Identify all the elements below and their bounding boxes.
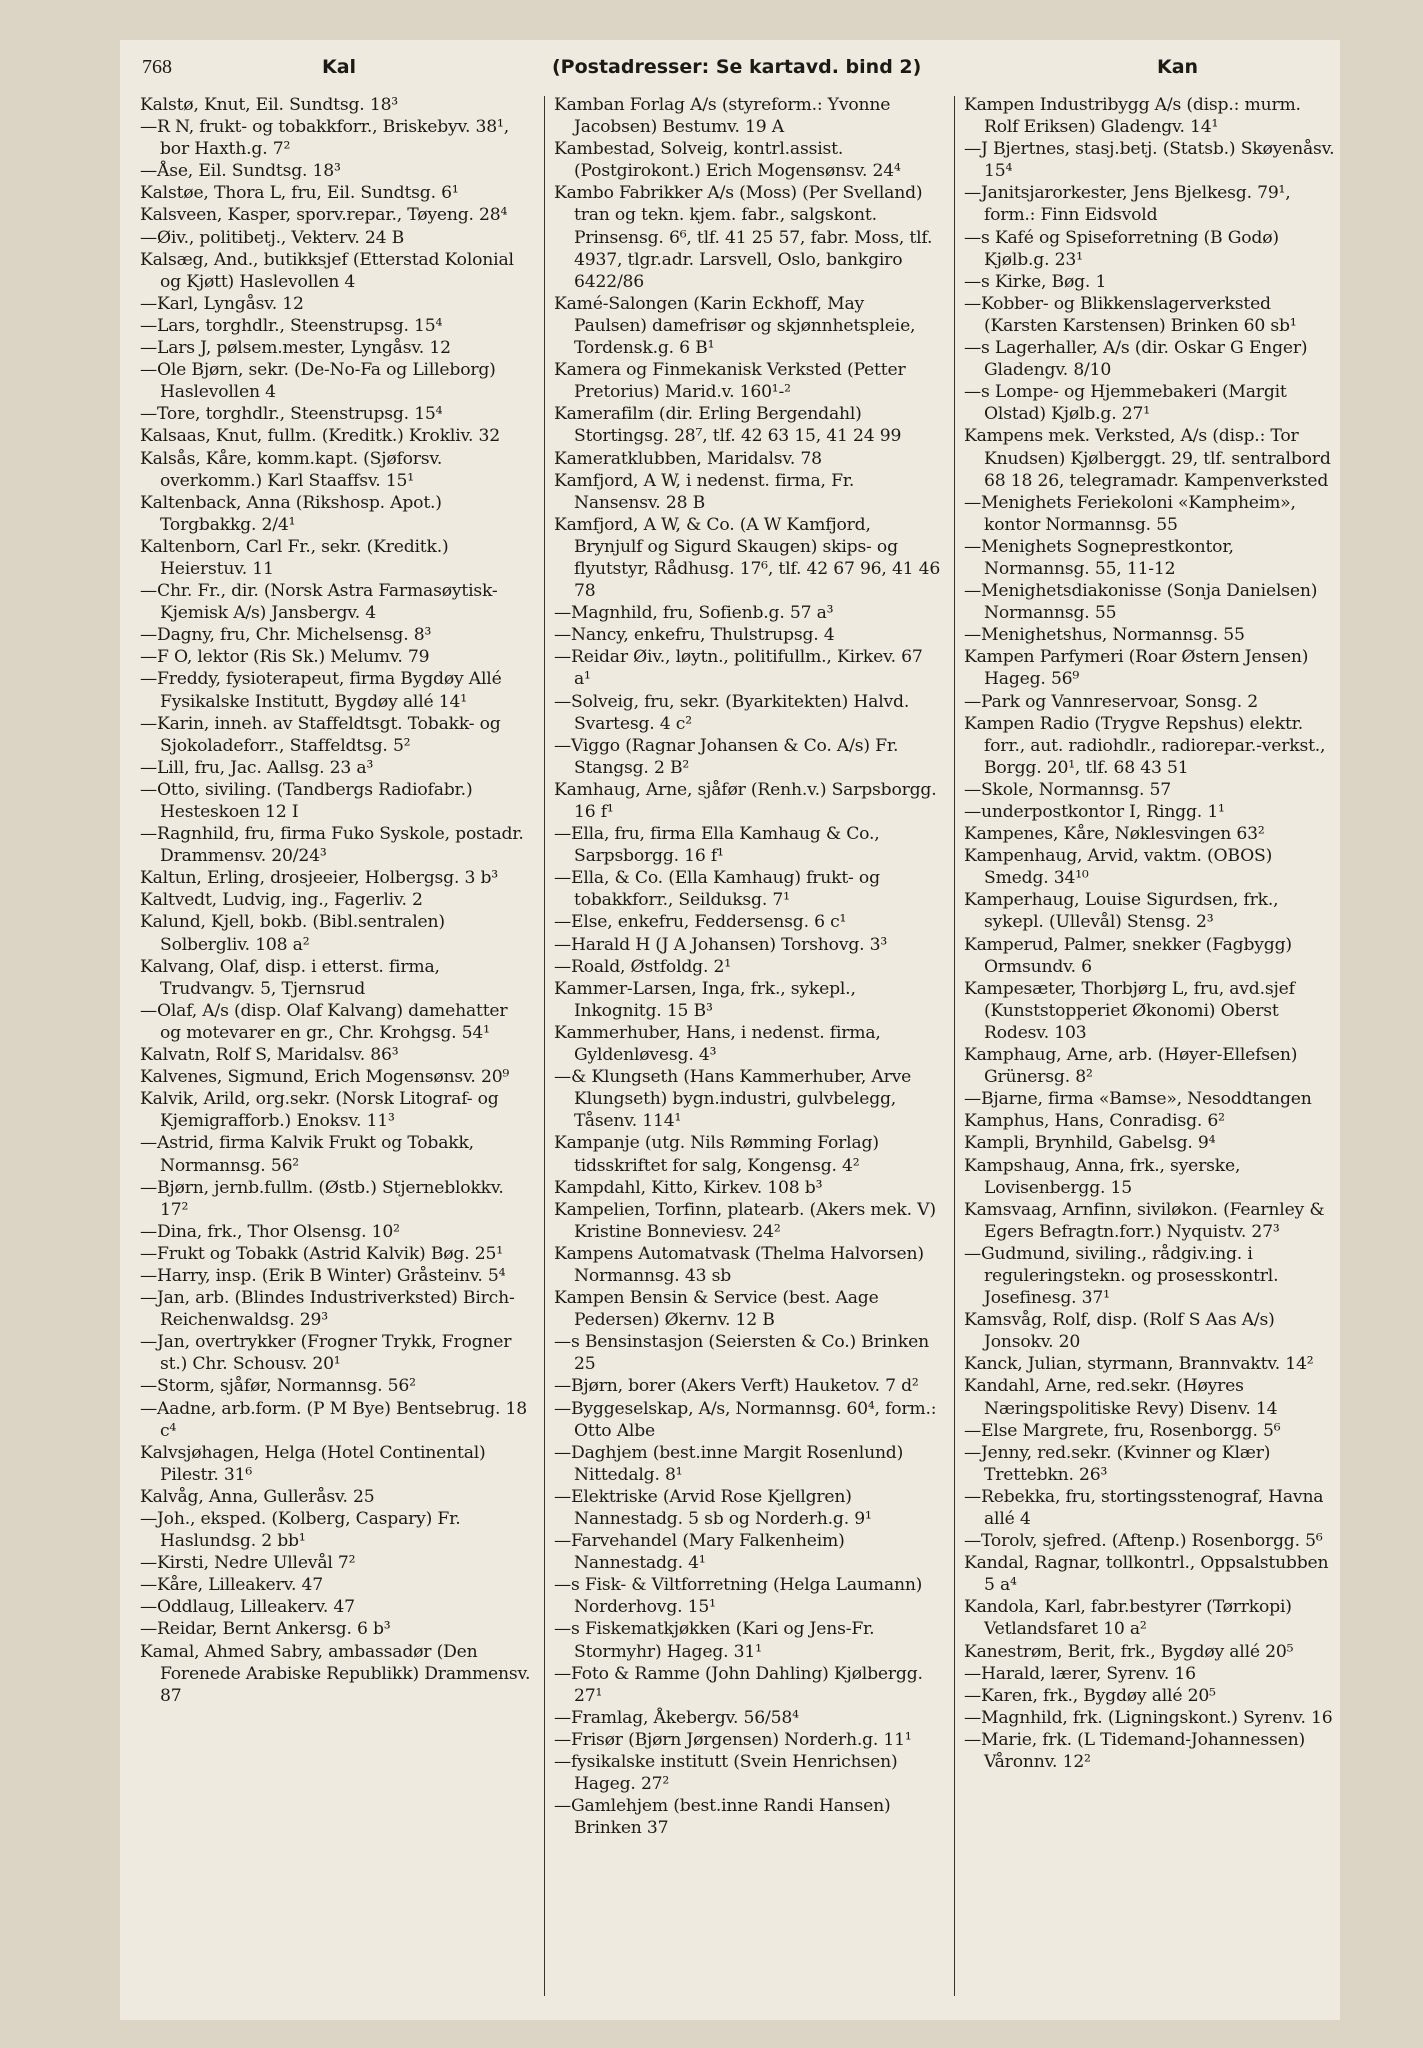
right-keyword: Kan (1157, 56, 1199, 78)
directory-entry: Kamhaug, Arne, sjåfør (Renh.v.) Sarpsborgg. 16 f¹ (554, 779, 937, 822)
directory-entry: —Frukt og Tobakk (Astrid Kalvik) Bøg. 25¹ (140, 1243, 503, 1264)
directory-entry: —Åse, Eil. Sundtsg. 18³ (140, 161, 341, 182)
directory-entry: —Harald H (J A Johansen) Torshovg. 3³ (554, 934, 888, 955)
directory-entry: Kambestad, Solveig, kontrl.assist. (Postgirokont.) Erich Mogensønsv. 24⁴ (554, 139, 901, 182)
column-1 (140, 94, 532, 2012)
directory-entry: —Otto, siviling. (Tandbergs Radiofabr.) Hesteskoen 12 I (140, 779, 473, 822)
directory-entry: Kandahl, Arne, red.sekr. (Høyres Næringspolitiske Revy) Disenv. 14 (964, 1376, 1278, 1419)
directory-entry: Kalstø, Knut, Eil. Sundtsg. 18³ (140, 95, 398, 115)
directory-entry: —F O, lektor (Ris Sk.) Melumv. 79 (140, 647, 430, 668)
directory-entry: —Storm, sjåfør, Normannsg. 56² (140, 1376, 416, 1397)
directory-entry: —Kirsti, Nedre Ullevål 7² (140, 1553, 356, 1574)
directory-entry: Kaltun, Erling, drosjeeier, Holbergsg. 3 b³ (140, 868, 498, 889)
directory-entry: Kamal, Ahmed Sabry, ambassadør (Den Forenede Arabiske Republikk) Drammensv. 87 (140, 1641, 531, 1706)
directory-entry: Kameratklubben, Maridalsv. 78 (554, 448, 822, 469)
directory-entry: Kanck, Julian, styrmann, Brannvaktv. 14² (964, 1354, 1314, 1375)
directory-entry: —Kåre, Lilleakerv. 47 (140, 1575, 323, 1596)
directory-entry: —Jenny, red.sekr. (Kvinner og Klær) Trettebkn. 26³ (964, 1442, 1271, 1485)
directory-entry: —Gamlehjem (best.inne Randi Hansen) Brinken 37 (554, 1796, 891, 1839)
directory-entry: Kamperud, Palmer, snekker (Fagbygg) Ormsundv. 6 (964, 934, 1292, 977)
directory-entry: —Harry, insp. (Erik B Winter) Gråsteinv. 5⁴ (140, 1265, 506, 1286)
directory-entry: —Rebekka, fru, stortingsstenograf, Havna allé 4 (964, 1486, 1324, 1529)
directory-entry: —Elektriske (Arvid Rose Kjellgren) Nannestadg. 5 sb og Norderh.g. 9¹ (554, 1486, 872, 1529)
directory-entry: —Torolv, sjefred. (Aftenp.) Rosenborgg. 5⁶ (964, 1531, 1323, 1552)
directory-entry: —Else Margrete, fru, Rosenborgg. 5⁶ (964, 1420, 1281, 1441)
directory-entry: Kalsæg, And., butikksjef (Etterstad Kolonial og Kjøtt) Haslevollen 4 (140, 249, 514, 292)
directory-entry: —Lill, fru, Jac. Aallsg. 23 a³ (140, 757, 374, 778)
directory-entry: Kampenhaug, Arvid, vaktm. (OBOS) Smedg. 34¹⁰ (964, 846, 1273, 889)
directory-entry: Kammer-Larsen, Inga, frk., sykepl., Inkognitg. 15 B³ (554, 978, 856, 1021)
directory-entry: Kanestrøm, Berit, frk., Bygdøy allé 20⁵ (964, 1641, 1294, 1662)
page-header (142, 50, 1312, 90)
directory-entry: Kaltvedt, Ludvig, ing., Fagerliv. 2 (140, 890, 423, 911)
directory-entry: —Gudmund, siviling., rådgiv.ing. i reguleringstekn. og prosesskontrl. Josefinesg. 37¹ (964, 1243, 1279, 1309)
directory-entry: Kalvåg, Anna, Gulleråsv. 25 (140, 1486, 375, 1507)
directory-entry: —Ella, & Co. (Ella Kamhaug) frukt- og tobakkforr., Seilduksg. 7¹ (554, 868, 880, 911)
directory-entry: —Bjarne, firma «Bamse», Nesoddtangen (964, 1089, 1312, 1110)
directory-entry: —Menighetshus, Normannsg. 55 (964, 625, 1245, 646)
directory-entry: Kammerhuber, Hans, i nedenst. firma, Gyldenløvesg. 4³ (554, 1022, 881, 1066)
directory-entry: Kalsveen, Kasper, sporv.repar., Tøyeng. 28⁴ (140, 205, 508, 226)
directory-entry: Kaltenborn, Carl Fr., sekr. (Kreditk.) Heierstuv. 11 (140, 536, 449, 579)
directory-entry: —Joh., eksped. (Kolberg, Caspary) Fr. Haslundsg. 2 bb¹ (140, 1509, 461, 1552)
directory-entry: —Reidar, Bernt Ankersg. 6 b³ (140, 1619, 391, 1640)
column-divider (954, 96, 955, 1996)
directory-entry: —Park og Vannreservoar, Sonsg. 2 (964, 691, 1258, 712)
directory-entry: —Harald, lærer, Syrenv. 16 (964, 1663, 1196, 1684)
directory-entry: —Menighets Sogneprestkontor, Normannsg. 55, 11-12 (964, 536, 1234, 579)
directory-entry: —& Klungseth (Hans Kammerhuber, Arve Klungseth) bygn.industri, gulvbelegg, Tåsenv. 114¹ (554, 1067, 912, 1132)
directory-entry: —Janitsjarorkester, Jens Bjelkesg. 79¹, form.: Finn Eidsvold (964, 183, 1291, 226)
directory-entry: Kamsvaag, Arnfinn, siviløkon. (Fearnley & Egers Befragtn.forr.) Nyquistv. 27³ (964, 1199, 1325, 1242)
directory-entry: Kamperhaug, Louise Sigurdsen, frk., sykepl. (Ullevål) Stensg. 2³ (964, 890, 1279, 933)
directory-entry: —J Bjertnes, stasj.betj. (Statsb.) Skøyenåsv. 15⁴ (964, 139, 1335, 182)
directory-entry: —Bjørn, borer (Akers Verft) Hauketov. 7 d² (554, 1376, 919, 1397)
column-2 (554, 94, 942, 2012)
directory-entry: Kampen Bensin & Service (best. Aage Pedersen) Økernv. 12 B (554, 1288, 879, 1331)
directory-entry: Kalstøe, Thora L, fru, Eil. Sundtsg. 6¹ (140, 183, 459, 204)
column-3 (964, 94, 1336, 2012)
directory-entry: —underpostkontor I, Ringg. 1¹ (964, 802, 1225, 822)
directory-entry: —Ragnhild, fru, firma Fuko Syskole, postadr. Drammensv. 20/24³ (140, 824, 524, 867)
directory-entry: —Else, enkefru, Feddersensg. 6 c¹ (554, 912, 847, 933)
directory-entry: —s Bensinstasjon (Seiersten & Co.) Brinken 25 (554, 1332, 929, 1375)
directory-entry: Kambo Fabrikker A/s (Moss) (Per Svelland) tran og tekn. kjem. fabr., salgskont. Prinsensg. 6⁶, tlf. 41 25 57, fabr. Moss, tlf. 4937, tlgr.adr. Larsvell, Oslo, bankgiro 6422/86 (554, 183, 933, 292)
directory-entry: —Jan, arb. (Blindes Industriverksted) Birch-Reichenwaldsg. 29³ (140, 1288, 515, 1331)
directory-entry: —Tore, torghdlr., Steenstrupsg. 15⁴ (140, 404, 443, 425)
directory-entry: —Ole Bjørn, sekr. (De-No-Fa og Lilleborg) Haslevollen 4 (140, 360, 496, 403)
directory-entry: Kalund, Kjell, bokb. (Bibl.sentralen) Solbergliv. 108 a² (140, 912, 445, 955)
directory-entry: Kampens mek. Verksted, A/s (disp.: Tor Knudsen) Kjølberggt. 29, tlf. sentralbord 68 18 26, telegramadr. Kampenverksted (964, 426, 1331, 491)
directory-entry: —Jan, overtrykker (Frogner Trykk, Frogner st.) Chr. Schousv. 20¹ (140, 1332, 512, 1375)
directory-entry: Kampens Automatvask (Thelma Halvorsen) Normannsg. 43 sb (554, 1243, 924, 1286)
directory-entry: Kampdahl, Kitto, Kirkev. 108 b³ (554, 1177, 823, 1198)
directory-entry: —Aadne, arb.form. (P M Bye) Bentsebrug. 18 c⁴ (140, 1398, 528, 1441)
directory-entry: Kampesæter, Thorbjørg L, fru, avd.sjef (Kunststopperiet Økonomi) Oberst Rodesv. 103 (964, 978, 1295, 1043)
directory-entry: —Bjørn, jernb.fullm. (Østb.) Stjerneblokkv. 17² (140, 1177, 504, 1220)
directory-entry: —Byggeselskap, A/s, Normannsg. 60⁴, form.: Otto Albe (554, 1398, 937, 1441)
directory-entry: Kampshaug, Anna, frk., syerske, Lovisenbergg. 15 (964, 1155, 1241, 1198)
directory-entry: Kamerafilm (dir. Erling Bergendahl) Stortingsg. 28⁷, tlf. 42 63 15, 41 24 99 (554, 404, 902, 447)
directory-entry: Kamé-Salongen (Karin Eckhoff, May Paulsen) damefrisør og skjønnhetspleie, Tordensk.g. 6 B¹ (554, 293, 916, 359)
directory-entry: —Solveig, fru, sekr. (Byarkitekten) Halvd. Svartesg. 4 c² (554, 691, 910, 734)
directory-entry: —Astrid, firma Kalvik Frukt og Tobakk, Normannsg. 56² (140, 1133, 474, 1176)
directory-entry: Kampen Parfymeri (Roar Østern Jensen) Hageg. 56⁹ (964, 647, 1309, 690)
directory-entry: —Oddlaug, Lilleakerv. 47 (140, 1597, 355, 1618)
directory-entry: —fysikalske institutt (Svein Henrichsen) Hageg. 27² (554, 1752, 898, 1795)
directory-entry: —Chr. Fr., dir. (Norsk Astra Farmasøytisk-Kjemisk A/s) Jansbergv. 4 (140, 581, 498, 624)
directory-entry: —Kobber- og Blikkenslagerverksted (Karsten Karstensen) Brinken 60 sb¹ (964, 293, 1297, 336)
directory-entry: —Reidar Øiv., løytn., politifullm., Kirkev. 67 a¹ (554, 647, 923, 690)
directory-entry: —s Lagerhaller, A/s (dir. Oskar G Enger) Gladengv. 8/10 (964, 338, 1308, 381)
directory-entry: —Øiv., politibetj., Vekterv. 24 B (140, 227, 405, 248)
directory-entry: —Farvehandel (Mary Falkenheim) Nannestadg. 4¹ (554, 1531, 845, 1574)
directory-entry: Kalvenes, Sigmund, Erich Mogensønsv. 20⁹ (140, 1067, 510, 1088)
directory-entry: Kalvsjøhagen, Helga (Hotel Continental) Pilestr. 31⁶ (140, 1442, 486, 1485)
directory-entry: Kandola, Karl, fabr.bestyrer (Tørrkopi) Vetlandsfaret 10 a² (964, 1597, 1292, 1640)
directory-entry: —s Kirke, Bøg. 1 (964, 271, 1107, 292)
directory-entry: Kalsaas, Knut, fullm. (Kreditk.) Krokliv. 32 (140, 426, 500, 447)
directory-entry: Kampli, Brynhild, Gabelsg. 9⁴ (964, 1133, 1216, 1154)
directory-entry: —Roald, Østfoldg. 2¹ (554, 956, 731, 977)
directory-entry: —Frisør (Bjørn Jørgensen) Norderh.g. 11¹ (554, 1729, 912, 1750)
directory-entry: —Freddy, fysioterapeut, firma Bygdøy Allé Fysikalske Institutt, Bygdøy allé 14¹ (140, 669, 502, 712)
directory-entry: Kamphus, Hans, Conradisg. 6² (964, 1111, 1225, 1132)
directory-entry: —Karen, frk., Bygdøy allé 20⁵ (964, 1685, 1216, 1706)
directory-entry: —s Kafé og Spiseforretning (B Godø) Kjølb.g. 23¹ (964, 227, 1279, 270)
directory-entry: Kamera og Finmekanisk Verksted (Petter Pretorius) Marid.v. 160¹-² (554, 360, 906, 403)
directory-entry: —Karl, Lyngåsv. 12 (140, 293, 304, 314)
directory-entry: Kalsås, Kåre, komm.kapt. (Sjøforsv. overkomm.) Karl Staaffsv. 15¹ (140, 448, 443, 491)
directory-entry: —Nancy, enkefru, Thulstrupsg. 4 (554, 625, 835, 646)
directory-entry: —Menighets Feriekoloni «Kampheim», kontor Normannsg. 55 (964, 492, 1296, 535)
directory-entry: —Viggo (Ragnar Johansen & Co. A/s) Fr. Stangsg. 2 B² (554, 735, 899, 778)
directory-entry: —s Lompe- og Hjemmebakeri (Margit Olstad) Kjølb.g. 27¹ (964, 382, 1287, 425)
directory-entry: —Olaf, A/s (disp. Olaf Kalvang) damehatter og motevarer en gr., Chr. Krohgsg. 54¹ (140, 1000, 508, 1043)
directory-entry: Kamphaug, Arne, arb. (Høyer-Ellefsen) Grünersg. 8² (964, 1045, 1298, 1088)
directory-entry: Kamban Forlag A/s (styreform.: Yvonne Jacobsen) Bestumv. 19 A (554, 95, 891, 138)
directory-entry: —Lars, torghdlr., Steenstrupsg. 15⁴ (140, 315, 443, 336)
directory-entry: Kamfjord, A W, i nedenst. firma, Fr. Nansensv. 28 B (554, 470, 855, 513)
directory-entry: Kalvik, Arild, org.sekr. (Norsk Litograf- og Kjemigrafforb.) Enoksv. 11³ (140, 1089, 499, 1132)
directory-entry: Kamfjord, A W, & Co. (A W Kamfjord, Brynjulf og Sigurd Skaugen) skips- og flyutstyr, Rådhusg. 17⁶, tlf. 42 67 96, 41 46 78 (554, 514, 941, 602)
directory-entry: —s Fisk- & Viltforretning (Helga Laumann) Norderhovg. 15¹ (554, 1575, 923, 1618)
directory-entry: Kalvatn, Rolf S, Maridalsv. 86³ (140, 1045, 399, 1066)
directory-entry: —Magnhild, frk. (Ligningskont.) Syrenv. 16 (964, 1707, 1333, 1728)
left-keyword: Kal (322, 56, 357, 78)
page-number: 768 (142, 56, 172, 78)
directory-entry: Kampen Industribygg A/s (disp.: murm. Rolf Eriksen) Gladengv. 14¹ (964, 95, 1301, 138)
directory-entry: —Lars J, pølsem.mester, Lyngåsv. 12 (140, 338, 451, 359)
directory-entry: —Menighetsdiakonisse (Sonja Danielsen) Normannsg. 55 (964, 581, 1318, 624)
directory-entry: —Dagny, fru, Chr. Michelsensg. 8³ (140, 625, 432, 646)
directory-entry: Kalvang, Olaf, disp. i etterst. firma, Trudvangv. 5, Tjernsrud (140, 956, 440, 999)
directory-entry: —Framlag, Åkebergv. 56/58⁴ (554, 1707, 799, 1728)
directory-entry: —Marie, frk. (L Tidemand-Johannessen) Våronnv. 12² (964, 1729, 1305, 1773)
directory-entry: —R N, frukt- og tobakkforr., Briskebyv. 38¹, bor Haxth.g. 7² (140, 117, 509, 160)
directory-entry: Kampanje (utg. Nils Rømming Forlag) tidsskriftet for salg, Kongensg. 4² (554, 1133, 879, 1176)
directory-entry: —Karin, inneh. av Staffeldtsgt. Tobakk- og Sjokoladeforr., Staffeldtsg. 5² (140, 713, 501, 756)
directory-entry: —s Fiskematkjøkken (Kari og Jens-Fr. Stormyhr) Hageg. 31¹ (554, 1619, 875, 1662)
directory-entry: —Magnhild, fru, Sofienb.g. 57 a³ (554, 603, 834, 624)
directory-entry: —Dina, frk., Thor Olsensg. 10² (140, 1221, 400, 1242)
directory-entry: —Daghjem (best.inne Margit Rosenlund) Nittedalg. 8¹ (554, 1442, 904, 1485)
directory-entry: Kaltenback, Anna (Rikshosp. Apot.) Torgbakkg. 2/4¹ (140, 492, 442, 535)
directory-entry: —Ella, fru, firma Ella Kamhaug & Co., Sarpsborgg. 16 f¹ (554, 824, 880, 867)
column-divider (544, 96, 545, 1996)
directory-page (120, 40, 1340, 2020)
directory-entry: Kampenes, Kåre, Nøklesvingen 63² (964, 824, 1265, 845)
header-note: (Postadresser: Se kartavd. bind 2) (552, 56, 922, 78)
directory-entry: Kandal, Ragnar, tollkontrl., Oppsalstubben 5 a⁴ (964, 1553, 1329, 1596)
directory-entry: —Foto & Ramme (John Dahling) Kjølbergg. 27¹ (554, 1663, 923, 1706)
directory-entry: Kamsvåg, Rolf, disp. (Rolf S Aas A/s) Jonsokv. 20 (964, 1310, 1275, 1353)
directory-entry: —Skole, Normannsg. 57 (964, 779, 1172, 800)
directory-entry: Kampen Radio (Trygve Repshus) elektr. forr., aut. radiohdlr., radiorepar.-verkst., Borgg. 20¹, tlf. 68 43 51 (964, 713, 1326, 778)
directory-entry: Kampelien, Torfinn, platearb. (Akers mek. V) Kristine Bonneviesv. 24² (554, 1199, 936, 1242)
